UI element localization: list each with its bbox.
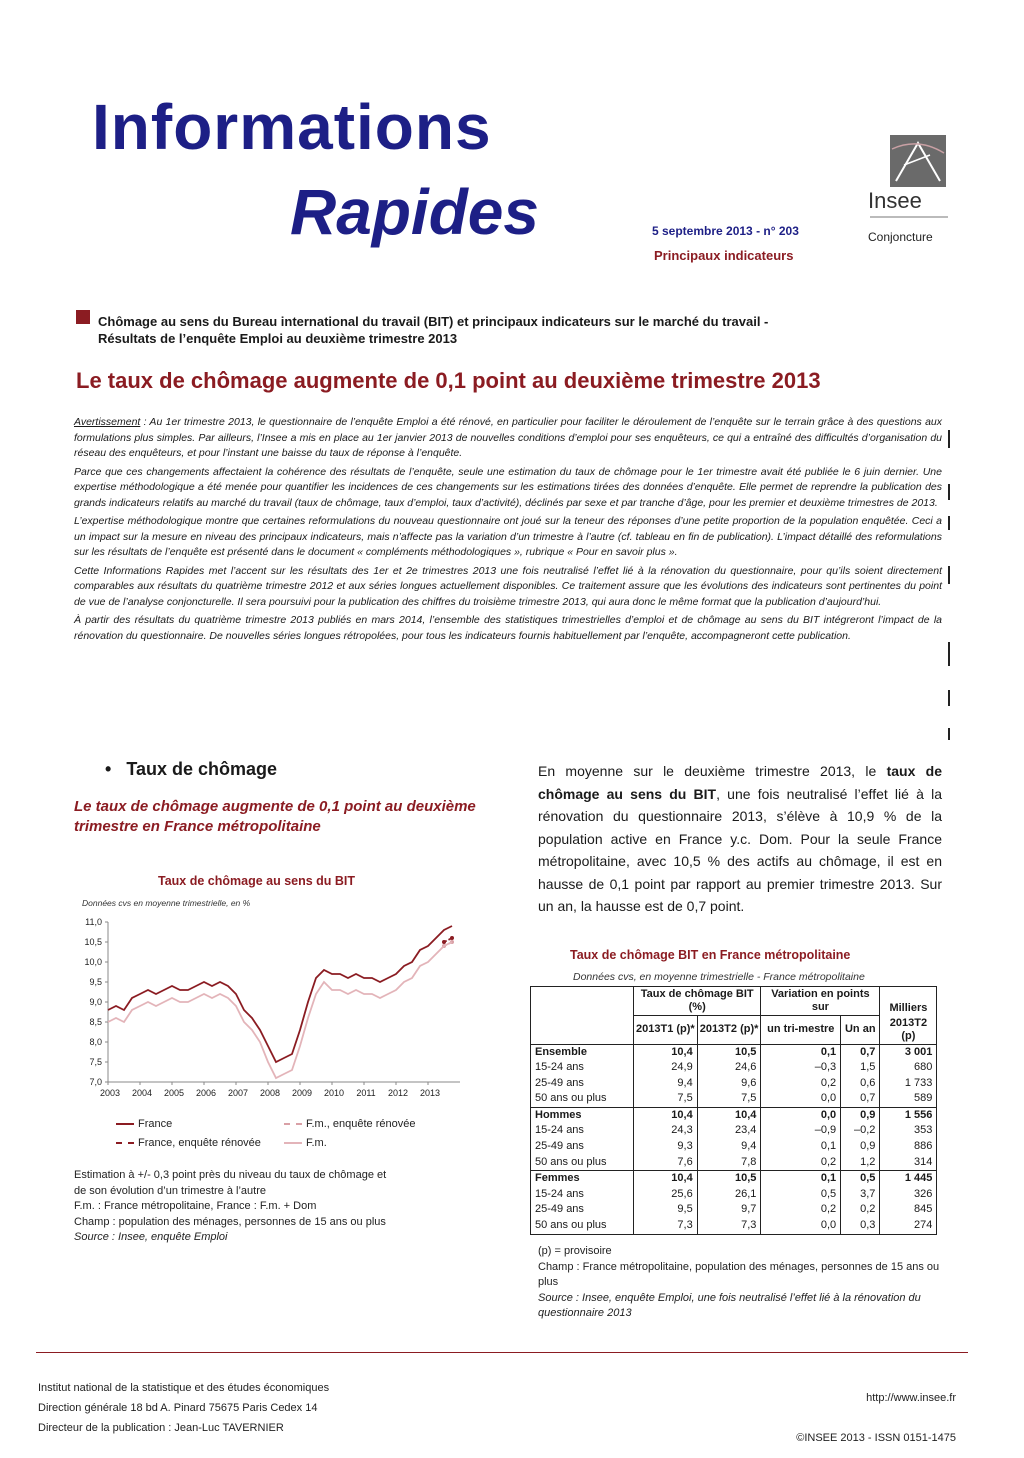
masthead-title-rapides: Rapides (290, 176, 539, 248)
table-cell: 26,1 (697, 1187, 761, 1203)
main-headline: Le taux de chômage augmente de 0,1 point au deuxième trimestre 2013 (76, 368, 821, 393)
note-estimation: Estimation à +/- 0,3 point près du niveau du taux de chômage et (74, 1169, 387, 1181)
y-tick-label: 9,5 (89, 977, 102, 987)
table-cell: 7,5 (697, 1091, 761, 1107)
unemployment-table (530, 986, 937, 1235)
y-tick-label: 10,5 (84, 937, 102, 947)
table-cell: 589 (880, 1091, 937, 1107)
table-body (531, 1044, 937, 1234)
table-cell: 0,0 (761, 1091, 841, 1107)
table-cell: 886 (880, 1139, 937, 1155)
row-label: Femmes (531, 1171, 634, 1187)
table-cell: 7,5 (634, 1091, 698, 1107)
table-cell: 326 (880, 1187, 937, 1203)
note-estimation-cont: de son évolution d’un trimestre à l’autre (74, 1184, 266, 1197)
col-year: Un an (841, 1016, 880, 1045)
header-variation: Variation en points sur (761, 987, 880, 1016)
logo-divider (870, 216, 948, 218)
footer-info (38, 1378, 329, 1438)
table-cell: 1 733 (880, 1076, 937, 1092)
warning-block (74, 415, 942, 647)
note-source: Source : Insee, enquête Emploi (74, 1231, 228, 1243)
legend-swatch (284, 1142, 302, 1144)
footer-url[interactable]: http://www.insee.fr (866, 1392, 956, 1404)
table-cell: 0,0 (761, 1107, 841, 1123)
table-row (531, 1187, 937, 1203)
table-cell: 3 001 (880, 1044, 937, 1060)
col-2013t2: 2013T2 (p)* (697, 1016, 761, 1045)
masthead-title-informations: Informations (92, 91, 492, 163)
bullet-icon: • (105, 759, 127, 779)
legend-item-fm: F.m. (284, 1137, 327, 1149)
table-cell: 0,7 (841, 1091, 880, 1107)
x-tick-label: 2012 (387, 1088, 409, 1098)
row-label: 25-49 ans (531, 1139, 634, 1155)
section-square-icon (76, 310, 90, 324)
row-label: 15-24 ans (531, 1123, 634, 1139)
table-cell: 0,5 (761, 1187, 841, 1203)
legend-swatch (284, 1123, 302, 1125)
table-row (531, 1091, 937, 1107)
row-label: 50 ans ou plus (531, 1091, 634, 1107)
footer-copyright: ©INSEE 2013 - ISSN 0151-1475 (796, 1432, 956, 1444)
table-cell: 680 (880, 1060, 937, 1076)
insee-logo-icon (890, 135, 946, 187)
table-row (531, 1139, 937, 1155)
table-cell: 0,9 (841, 1107, 880, 1123)
table-cell: 10,4 (697, 1107, 761, 1123)
table-cell: 0,2 (761, 1202, 841, 1218)
table-cell: 10,5 (697, 1171, 761, 1187)
table-row (531, 1060, 937, 1076)
revision-bar (948, 728, 950, 740)
x-tick-label: 2005 (163, 1088, 185, 1098)
series-point-2 (450, 936, 454, 940)
intro-line-1: Chômage au sens du Bureau international du travail (BIT) et principaux indicateurs sur le marché du travail - (98, 314, 769, 329)
footer-director: Directeur de la publication : Jean-Luc TAVERNIER (38, 1422, 284, 1434)
note-champ-table: Champ : France métropolitaine, population des ménages, personnes de 15 ans ou plus (538, 1260, 940, 1288)
warning-paragraph-2: Parce que ces changements affectaient la cohérence des résultats de l’enquête, seule une estimation du taux de chômage pour le 1er trimestre avait été publiée le 6 juin dernier. Une expertise méthodologique a été menée pour quantifier les incidences de ces changements sur les estimations tirées des données d’enquête. Elle permet de reprendre la publication des grands indicateurs relatifs au marché du travail (taux de chômage, taux d’emploi, taux d’activité), déclinés par sexe et par tranche d’âge, pour les premier et deuxième trimestres de 2013. (74, 465, 942, 509)
table-cell: 7,8 (697, 1155, 761, 1171)
note-champ: Champ : population des ménages, personnes de 15 ans ou plus (74, 1215, 386, 1228)
table-cell: 3,7 (841, 1187, 880, 1203)
footer-institute: Institut national de la statistique et des études économiques (38, 1382, 330, 1394)
table-cell: 9,6 (697, 1076, 761, 1092)
warning-paragraph-3: L’expertise méthodologique montre que certaines reformulations du nouveau questionnaire ont joué sur la teneur des réponses d’une petite proportion de la population enquêtée. Ceci a un impact sur la mesure en niveau des principaux indicateurs, mais n’affecte pas la variation d’un trimestre à l’autre (cf. tableau en fin de publication). L’impact détaillé des reformulations sur les résultats de l’enquête est présenté dans le document « compléments méthodologiques », rubrique « Pour en savoir plus ». (74, 515, 942, 558)
header-rate: Taux de chômage BIT (%) (634, 987, 761, 1016)
issue-category: Principaux indicateurs (654, 248, 794, 263)
y-tick-label: 7,0 (89, 1077, 102, 1087)
revision-bar (948, 516, 950, 530)
table-cell: 7,6 (634, 1155, 698, 1171)
warning-paragraph-4: Cette Informations Rapides met l’accent sur les résultats des 1er et 2e trimestres 2013 une fois neutralisé l’effet lié à la rénovation du questionnaire, pour qu’ils soient directement comparables aux résultats du quatrième trimestre 2012 et aux séries longues actuellement disponibles. Ce traitement assure que les évolutions des indicateurs sont pertinentes du point de vue de l’analyse conjoncturelle. Il sera poursuivi pour la publication des chiffres du troisième trimestre 2013, qui aura donc le même format que la publication d’aujourd’hui. (74, 564, 942, 608)
table-cell: 0,3 (841, 1218, 880, 1234)
intro-line-2: Résultats de l’enquête Emploi au deuxième trimestre 2013 (98, 331, 458, 346)
note-abbrev: F.m. : France métropolitaine, France : F.m. + Dom (74, 1200, 317, 1212)
table-cell: 7,3 (634, 1218, 698, 1234)
table-cell: 0,1 (761, 1044, 841, 1060)
table-cell: 24,3 (634, 1123, 698, 1139)
row-label: 50 ans ou plus (531, 1218, 634, 1234)
table-cell: 0,5 (841, 1171, 880, 1187)
table-row (531, 1202, 937, 1218)
revision-bar (948, 430, 950, 448)
col-2013t1: 2013T1 (p)* (634, 1016, 698, 1045)
table-cell: 0,9 (841, 1139, 880, 1155)
x-tick-label: 2008 (259, 1088, 281, 1098)
insee-logo-name: Insee (868, 188, 922, 213)
legend-item-fm-renovee: F.m., enquête rénovée (284, 1118, 415, 1130)
table-cell: 10,5 (697, 1044, 761, 1060)
table-cell: 10,4 (634, 1107, 698, 1123)
revision-bar (948, 566, 950, 584)
footer-right (796, 1378, 956, 1458)
insee-logo-subtitle: Conjoncture (868, 230, 933, 244)
table-row (531, 1171, 937, 1187)
col-thousands-2013t2: 2013T2 (p) (880, 1016, 937, 1045)
table-row (531, 1218, 937, 1234)
intro-heading (98, 313, 918, 347)
table-cell: 9,4 (634, 1076, 698, 1092)
summary-emphasis: taux de chômage au sens du BIT (538, 763, 943, 802)
warning-label: Avertissement (74, 416, 141, 428)
chart-subtitle: Données cvs en moyenne trimestrielle, en % (82, 898, 251, 908)
row-label: 25-49 ans (531, 1202, 634, 1218)
chart-notes (74, 1168, 494, 1246)
row-label: 25-49 ans (531, 1076, 634, 1092)
revision-bar (948, 642, 950, 666)
table-cell: 845 (880, 1202, 937, 1218)
footer-address: Direction générale 18 bd A. Pinard 75675 Paris Cedex 14 (38, 1402, 318, 1414)
table-cell: 314 (880, 1155, 937, 1171)
issue-date-number: 5 septembre 2013 - n° 203 (652, 224, 799, 238)
y-tick-label: 10,0 (84, 957, 102, 967)
x-tick-label: 2003 (99, 1088, 121, 1098)
row-label: 15-24 ans (531, 1060, 634, 1076)
table-cell: 23,4 (697, 1123, 761, 1139)
table-cell: 0,7 (841, 1044, 880, 1060)
footer-divider (36, 1352, 968, 1353)
revision-bar (948, 690, 950, 706)
legend-item-france-renovee: France, enquête rénovée (116, 1137, 261, 1149)
table-cell: 9,3 (634, 1139, 698, 1155)
x-tick-label: 2011 (356, 1088, 376, 1098)
table-cell: –0,9 (761, 1123, 841, 1139)
section-title: • Taux de chômage (105, 759, 278, 779)
y-tick-label: 8,0 (89, 1037, 102, 1047)
note-provisoire: (p) = provisoire (538, 1245, 612, 1257)
table-row (531, 1107, 937, 1123)
table-header-row (531, 987, 937, 1016)
table-notes (538, 1244, 958, 1322)
table-cell: 9,7 (697, 1202, 761, 1218)
legend-swatch (116, 1142, 134, 1144)
x-tick-label: 2013 (419, 1088, 441, 1098)
legend-item-france: France (116, 1118, 172, 1130)
y-tick-label: 7,5 (89, 1057, 102, 1067)
revision-bar (948, 484, 950, 500)
table-subtitle: Données cvs, en moyenne trimestrielle - France métropolitaine (573, 971, 865, 983)
table-row (531, 1155, 937, 1171)
x-tick-label: 2007 (227, 1088, 249, 1098)
x-tick-label: 2009 (291, 1088, 313, 1098)
row-label: 15-24 ans (531, 1187, 634, 1203)
table-cell: –0,3 (761, 1060, 841, 1076)
table-cell: 0,0 (761, 1218, 841, 1234)
table-cell: 0,1 (761, 1139, 841, 1155)
table-cell: 10,4 (634, 1044, 698, 1060)
table-cell: 9,4 (697, 1139, 761, 1155)
warning-paragraph-1: Avertissement : Au 1er trimestre 2013, le questionnaire de l’enquête Emploi a été rénové, en particulier pour faciliter le déroulement de l’enquête sur le terrain grâce à des questions aux formulations plus simples. Par ailleurs, l’Insee a mis en place au 1er janvier 2013 de nouvelles conditions d’emploi pour ses enquêteurs, ce qui a entraîné des difficultés d’organisation du réseau des enquêteurs, et pour l’instant une baisse du taux de réponse à l’enquête. (74, 416, 942, 459)
table-cell: 24,6 (697, 1060, 761, 1076)
table-cell: 0,1 (761, 1171, 841, 1187)
y-tick-label: 9,0 (89, 997, 102, 1007)
table-row (531, 1044, 937, 1060)
series-line-3 (108, 942, 452, 1078)
table-title: Taux de chômage BIT en France métropolitaine (570, 948, 851, 962)
table-cell: 25,6 (634, 1187, 698, 1203)
table-row (531, 1076, 937, 1092)
col-quarter: un tri-mestre (761, 1016, 841, 1045)
table-cell: 0,2 (841, 1202, 880, 1218)
y-tick-label: 8,5 (89, 1017, 102, 1027)
row-label: Ensemble (531, 1044, 634, 1060)
series-line-0 (108, 926, 452, 1062)
table-cell: 1,5 (841, 1060, 880, 1076)
table-cell: 10,4 (634, 1171, 698, 1187)
summary-paragraph: En moyenne sur le deuxième trimestre 2013, le taux de chômage au sens du BIT, une fois neutralisé l’effet lié à la rénovation du questionnaire 2013, s’élève à 10,9 % de la population active en France y.c. Dom. Pour la seule France métropolitaine, avec 10,5 % des actifs au chômage, il est en hausse de 0,1 point par rapport au premier trimestre 2013. Sur un an, la hausse est de 0,7 point. (538, 763, 943, 914)
table-cell: 1,2 (841, 1155, 880, 1171)
table-cell: 1 556 (880, 1107, 937, 1123)
table-cell: –0,2 (841, 1123, 880, 1139)
table-cell: 24,9 (634, 1060, 698, 1076)
table-cell: 9,5 (634, 1202, 698, 1218)
table-cell: 7,3 (697, 1218, 761, 1234)
legend-swatch (116, 1123, 134, 1125)
table-cell: 0,2 (761, 1076, 841, 1092)
table-cell: 353 (880, 1123, 937, 1139)
header-thousands: Milliers (880, 987, 937, 1016)
x-tick-label: 2004 (131, 1088, 153, 1098)
table-cell: 0,6 (841, 1076, 880, 1092)
row-label: 50 ans ou plus (531, 1155, 634, 1171)
section-subtitle: Le taux de chômage augmente de 0,1 point au deuxième trimestre en France métropolitaine (74, 798, 476, 835)
y-tick-label: 11,0 (85, 917, 102, 927)
table-cell: 0,2 (761, 1155, 841, 1171)
note-source-table: Source : Insee, enquête Emploi, une fois neutralisé l’effet lié à la rénovation du questionnaire 2013 (538, 1291, 921, 1319)
x-tick-label: 2006 (195, 1088, 217, 1098)
x-tick-label: 2010 (323, 1088, 345, 1098)
warning-paragraph-5: À partir des résultats du quatrième trimestre 2013 publiés en mars 2014, l’ensemble des statistiques trimestrielles d’emploi et de chômage au sens du BIT intégreront l’impact de la rénovation du questionnaire. De nouvelles séries longues rétropolées, pour tous les indicateurs fournis habituellement par l’enquête, accompagneront cette publication. (74, 614, 942, 642)
unemployment-line-chart (70, 912, 470, 1107)
table-cell: 274 (880, 1218, 937, 1234)
series-point-2 (442, 940, 446, 944)
row-label: Hommes (531, 1107, 634, 1123)
table-cell: 1 445 (880, 1171, 937, 1187)
chart-title: Taux de chômage au sens du BIT (158, 874, 356, 888)
table-row (531, 1123, 937, 1139)
